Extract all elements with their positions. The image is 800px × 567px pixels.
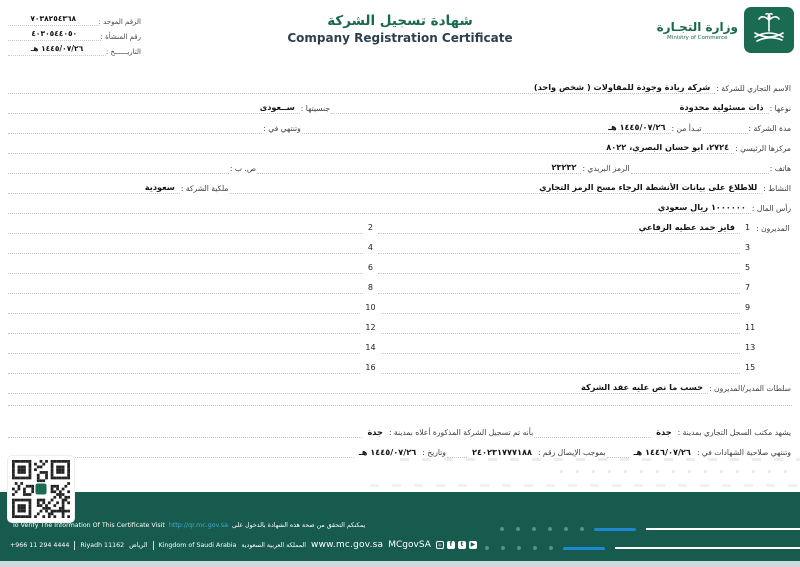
manager-12-field: [8, 333, 360, 334]
manager-1-field: [378, 223, 740, 234]
ministry-text: [657, 20, 738, 41]
postal-code-value: ٢٣٢٣٢: [551, 162, 577, 172]
manager-row: [8, 254, 792, 274]
facebook-icon: f: [447, 541, 455, 549]
company-type-field: [331, 103, 769, 114]
footer-phone: +966 11 294 4444: [10, 541, 70, 549]
registry-office-label: يشهد مكتب السجل التجاري بمدينة :: [677, 428, 791, 438]
manager-5-field: [378, 273, 740, 274]
manager-3-field: [378, 253, 740, 254]
footer-contact-line: [10, 540, 477, 550]
qr-code-image: [12, 460, 70, 518]
manager-16-field: [8, 373, 360, 374]
row-head-office: [8, 134, 792, 154]
footer-website: www.mc.gov.sa: [311, 540, 384, 550]
row-type-nationality: [8, 94, 792, 114]
manager-powers-value: حسب ما نص عليه عقد الشركة: [581, 382, 704, 392]
ministry-block: [657, 7, 794, 53]
certificate-title-arabic: شهادة تسجيل الشركة: [327, 13, 473, 29]
footer-decor-line: [485, 546, 800, 550]
manager-number: 7: [745, 283, 751, 293]
manager-number: 1: [745, 223, 751, 233]
duration-field: [703, 133, 748, 134]
manager-number: 15: [745, 363, 756, 373]
receipt-number-value: ٢٤٠٢٣١٧٧٧١٨٨: [471, 446, 532, 457]
manager-9-field: [381, 313, 740, 314]
entity-number-value: ٤٠٣٠٥٤٤٠٥٠: [31, 29, 78, 38]
manager-8-field: [8, 293, 363, 294]
receipt-date-label: وتاريخ :: [422, 448, 446, 458]
capital-value: ١٠٠٠٠٠٠ ريال سعودي: [657, 202, 746, 212]
po-box-field: [8, 172, 229, 174]
header-numbers-block: [8, 11, 142, 56]
footer-divider: [74, 541, 75, 550]
managers-label-slot: [740, 224, 792, 234]
manager-10-field: [8, 313, 360, 314]
company-name-value: شركة ريادة وجودة للمقاولات ( شخص واحد): [533, 82, 711, 92]
row-attestation-receipt: [8, 438, 792, 458]
nationality-field: [8, 103, 300, 114]
row-activity-ownership: [8, 174, 792, 194]
manager-row: [8, 314, 792, 334]
receipt-date-value: ١٤٤٥/٠٧/٢٦ هـ: [358, 446, 417, 457]
certificate-expiry-label: وتنتهي صلاحية الشهادات في :: [696, 448, 791, 458]
company-name-field: [8, 83, 715, 94]
ownership-field: [8, 183, 180, 194]
unified-number-label: الرقم الموحد :: [98, 18, 141, 26]
activity-label: النشاط :: [763, 184, 791, 194]
verify-text-arabic: يمكنكم التحقق من صحة هذه الشهادة بالدخول على: [231, 522, 366, 529]
manager-row: [8, 274, 792, 294]
managers-label: المديرون :: [756, 224, 790, 234]
certificate-fields: [8, 74, 792, 458]
po-box-label: ص. ب :: [229, 164, 257, 174]
manager-13-field: [381, 353, 740, 354]
phone-label: هاتف :: [769, 164, 791, 174]
footer-decor-line: [500, 527, 800, 531]
manager-11-field: [381, 333, 740, 334]
activity-field: [229, 183, 762, 194]
decor-pale-dots: [370, 484, 800, 487]
manager-row: [8, 334, 792, 354]
start-date-value: ١٤٤٥/٠٧/٢٦ هـ: [608, 122, 666, 132]
manager-row: [8, 354, 792, 374]
manager-number: 10: [365, 303, 376, 313]
end-date-field: [8, 132, 262, 134]
start-date-label: تبـدأ من :: [671, 124, 702, 134]
palm-swords-emblem: [749, 11, 789, 49]
certificate-title: [200, 13, 600, 45]
manager-1-name: فايز حمد عطيه الرفاعي: [638, 222, 735, 232]
manager-number: 6: [367, 263, 373, 273]
postal-code-label: الرمز البريدي :: [582, 164, 630, 174]
unified-number-value: ٧٠٣٨٢٥٤٣٦٨: [30, 14, 77, 23]
manager-number: 16: [365, 363, 376, 373]
date-value: ١٤٤٥/٠٧/٢٦ هـ: [30, 44, 84, 53]
footer-divider: [153, 541, 154, 550]
manager-4-field: [8, 253, 363, 254]
row-duration: [8, 114, 792, 134]
manager-number: 14: [365, 343, 376, 353]
manager-powers-label: سلطات المدير/المديرون :: [709, 384, 791, 394]
manager-15-field: [381, 373, 740, 374]
manager-14-field: [8, 353, 360, 354]
row-attestation-city: [8, 418, 792, 438]
manager-powers-field: [8, 383, 708, 394]
company-type-value: ذات مسئولية محدودة: [679, 102, 764, 112]
registered-in-label: بأنه تم تسجيل الشركة المذكورة أعلاه بمدينة :: [388, 428, 534, 438]
ministry-name-arabic: وزارة التجـارة: [656, 19, 738, 34]
company-name-label: الاسم التجاري للشركة :: [716, 84, 791, 94]
footer-verify-line: [12, 522, 365, 529]
duration-label: مدة الشركة :: [748, 124, 791, 134]
postal-code-field: [257, 163, 581, 174]
manager-7-field: [378, 293, 740, 294]
manager-number: 13: [745, 343, 756, 353]
footer-country-arabic: المملكة العربية السعودية: [241, 541, 307, 549]
nationality-value: ســعودى: [259, 102, 295, 112]
footer-city-english: Riyadh 11162: [80, 541, 125, 549]
manager-number: 8: [367, 283, 373, 293]
decor-pale-dots: [560, 470, 800, 473]
youtube-icon: ▶: [470, 541, 476, 548]
manager-number: 12: [365, 323, 376, 333]
verify-text-english: To Verify The Information Of This Certificate Visit: [12, 522, 165, 529]
footer-country-english: Kingdom of Saudi Arabia: [158, 541, 237, 549]
row-capital: [8, 194, 792, 214]
row-manager-powers: [8, 374, 792, 394]
manager-number: 11: [745, 323, 756, 333]
certificate-expiry-value: ١٤٤٦/٠٧/٢٦ هـ: [633, 446, 691, 457]
manager-number: 5: [745, 263, 751, 273]
receipt-number-label: بموجب الإيصال رقم :: [537, 448, 606, 458]
manager-2-field: [8, 233, 363, 234]
head-office-field: [8, 143, 734, 154]
end-date-label: وتنتهي في :: [263, 124, 301, 134]
blank-field: [8, 405, 792, 406]
ownership-label: ملكية الشركة :: [180, 184, 229, 194]
row-phone-postal-pobox: [8, 154, 792, 174]
activity-value: للاطلاع على بيانات الأنشطة الرجاء مسح الرمز التجاري: [539, 182, 758, 192]
end-date-value: [252, 132, 262, 133]
ownership-value: سعودية: [144, 182, 175, 192]
footer-social-icons: [436, 541, 477, 549]
registered-in-city: جدة: [367, 426, 383, 437]
manager-row: [8, 234, 792, 254]
capital-field: [8, 203, 751, 214]
attestation-block: [8, 418, 792, 458]
date-field: [8, 36, 106, 56]
manager-number: 4: [367, 243, 373, 253]
po-box-value: [219, 172, 229, 173]
date-label: التاريــــــخ :: [105, 48, 141, 56]
verify-url: http://qr.mc.gov.sa: [168, 522, 228, 529]
manager-number: 9: [745, 303, 751, 313]
instagram-icon: ◎: [436, 541, 444, 549]
twitter-icon: t: [458, 541, 466, 549]
manager-row: [8, 294, 792, 314]
head-office-value: ٢٧٢٤، ابو حسان البصري، ٨٠٢٢: [606, 142, 730, 152]
manager-6-field: [8, 273, 363, 274]
footer-city-arabic: الرياض: [129, 541, 148, 549]
qr-code: [8, 456, 74, 522]
row-blank: [8, 394, 792, 406]
phone-field: [631, 172, 769, 174]
manager-number: 3: [745, 243, 751, 253]
manager-number: 2: [367, 223, 373, 233]
decor-pale-dots: [400, 458, 800, 461]
certificate-title-english: Company Registration Certificate: [287, 31, 513, 45]
footer-social-handle: MCgovSA: [388, 540, 431, 550]
ministry-name-english: Ministry of Commerce: [667, 34, 728, 41]
manager-row: [8, 214, 792, 234]
head-office-label: مركزها الرئيسي :: [735, 144, 791, 154]
ministry-logo: [744, 7, 794, 53]
date-row: [8, 41, 142, 56]
start-date-field: [302, 123, 671, 134]
row-company-name: [8, 74, 792, 94]
entity-number-label: رقم المنشأة :: [100, 33, 141, 41]
capital-label: رأس المال :: [751, 204, 791, 214]
company-type-label: نوعها :: [769, 104, 791, 114]
registry-office-city: جدة: [656, 426, 672, 437]
phone-value: [759, 172, 769, 173]
footer-bottom-strip: [0, 561, 800, 567]
nationality-label: جنسيتها :: [300, 104, 330, 114]
